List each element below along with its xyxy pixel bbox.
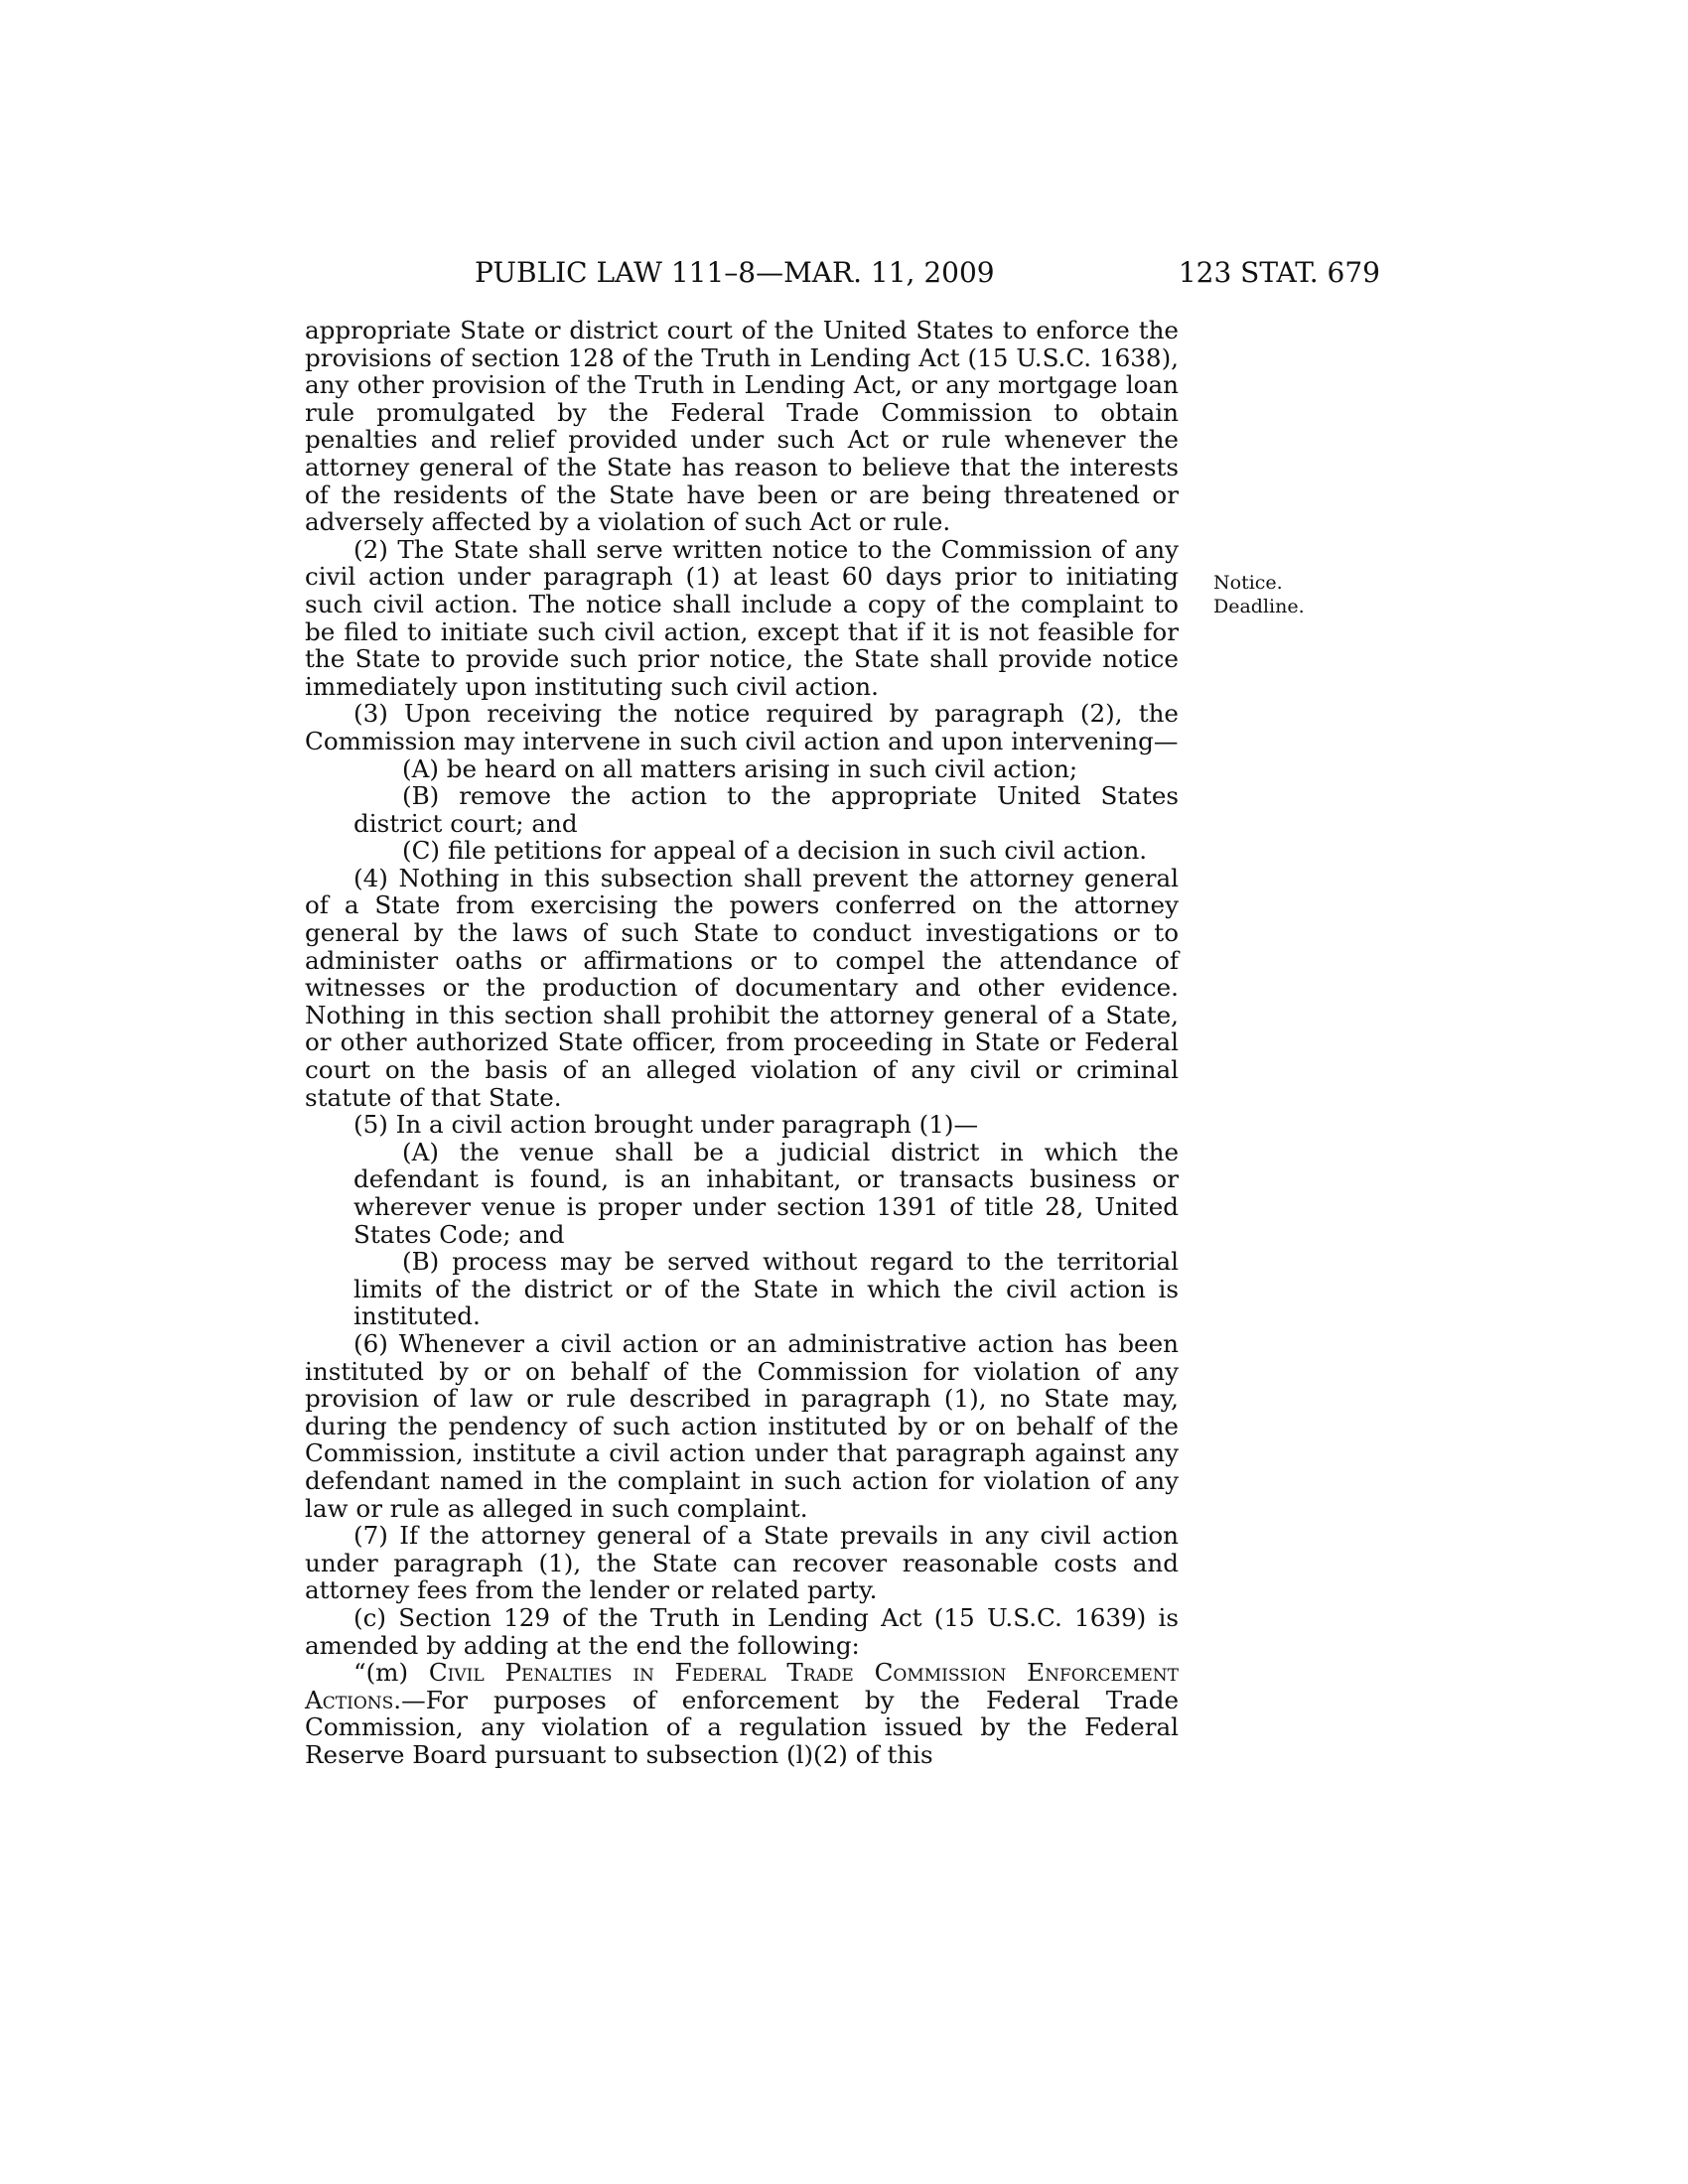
running-head: PUBLIC LAW 111–8—MAR. 11, 2009 (475, 256, 995, 289)
subparagraph-3a: (A) be heard on all matters arising in such civil action; (402, 753, 1078, 783)
subsection-m-lead: “(m) (353, 1658, 409, 1688)
page-header (475, 255, 1380, 291)
subsection-m-text: —For purposes of enforcement by the Federal Trade Commission, any violation of a regulation issued by the Federal Reserve Board pursuant to subsection (l)(2) of this (305, 1685, 1179, 1769)
subparagraph-3c: (C) file petitions for appeal of a decision in such civil action. (402, 836, 1148, 866)
subsection-m (305, 1659, 1179, 1768)
paragraph-4: (4) Nothing in this subsection shall prevent the attorney general of a State from exercising the powers conferred on the attorney general by the laws of such State to conduct investigations or to administer oaths or affirmations or to compel the attendance of witnesses or the production of documentary and other evidence. Nothing in this section shall prohibit the attorney general of a State, or other authorized State officer, from proceeding in State or Federal court on the basis of an alleged violation of any civil or criminal statute of that State. (305, 863, 1179, 1112)
margin-note-notice: Notice. (1213, 572, 1283, 594)
subparagraph-5b: (B) process may be served without regard to the territorial limits of the district or of the State in which the civil action is instituted. (353, 1247, 1179, 1331)
paragraph-7: (7) If the attorney general of a State prevails in any civil action under paragraph (1), the State can recover reasonable costs and attorney fees from the lender or related party. (305, 1521, 1179, 1605)
statute-page-reference: 123 STAT. 679 (1178, 256, 1380, 289)
paragraph-5: (5) In a civil action brought under paragraph (1)— (353, 1110, 979, 1140)
margin-note-deadline: Deadline. (1213, 596, 1305, 617)
paragraph-6: (6) Whenever a civil action or an administrative action has been instituted by or on behalf of the Commission for violation of any provision of law or rule described in paragraph (1), no State may, during the pendency of such action instituted by or on behalf of the Commission, institute a civil action under that paragraph against any defendant named in the complaint in such action for violation of any law or rule as alleged in such complaint. (305, 1328, 1179, 1523)
paragraph-2: (2) The State shall serve written notice to the Commission of any civil action under paragraph (1) at least 60 days prior to initiating such civil action. The notice shall include a copy of the complaint to be filed to initiate such civil action, except that if it is not feasible for the State to provide such prior notice, the State shall provide notice immediately upon instituting such civil action. (305, 534, 1179, 701)
subparagraph-3b: (B) remove the action to the appropriate United States district court; and (353, 781, 1179, 838)
margin-note (1213, 571, 1305, 618)
subparagraph-5a: (A) the venue shall be a judicial district in which the defendant is found, is an inhabitant, or transacts business or wherever venue is proper under section 1391 of title 28, United States Code; and (353, 1137, 1179, 1249)
paragraph-continuation: appropriate State or district court of the United States to enforce the provisions of section 128 of the Truth in Lending Act (15 U.S.C. 1638), any other provision of the Truth in Lending Act, or any mortgage loan rule promulgated by the Federal Trade Commission to obtain penalties and relief provided under such Act or rule whenever the attorney general of the State has reason to believe that the interests of the residents of the State have been or are being threatened or adversely affected by a violation of such Act or rule. (305, 316, 1179, 537)
subsection-m-heading: Civil Penalties in Federal Trade Commission Enforcement Actions. (305, 1658, 1179, 1714)
paragraph-3: (3) Upon receiving the notice required by paragraph (2), the Commission may intervene in such civil action and upon intervening— (305, 699, 1179, 755)
statute-body (305, 317, 1179, 1768)
subsection-c: (c) Section 129 of the Truth in Lending Act (15 U.S.C. 1639) is amended by adding at the end the following: (305, 1602, 1179, 1660)
